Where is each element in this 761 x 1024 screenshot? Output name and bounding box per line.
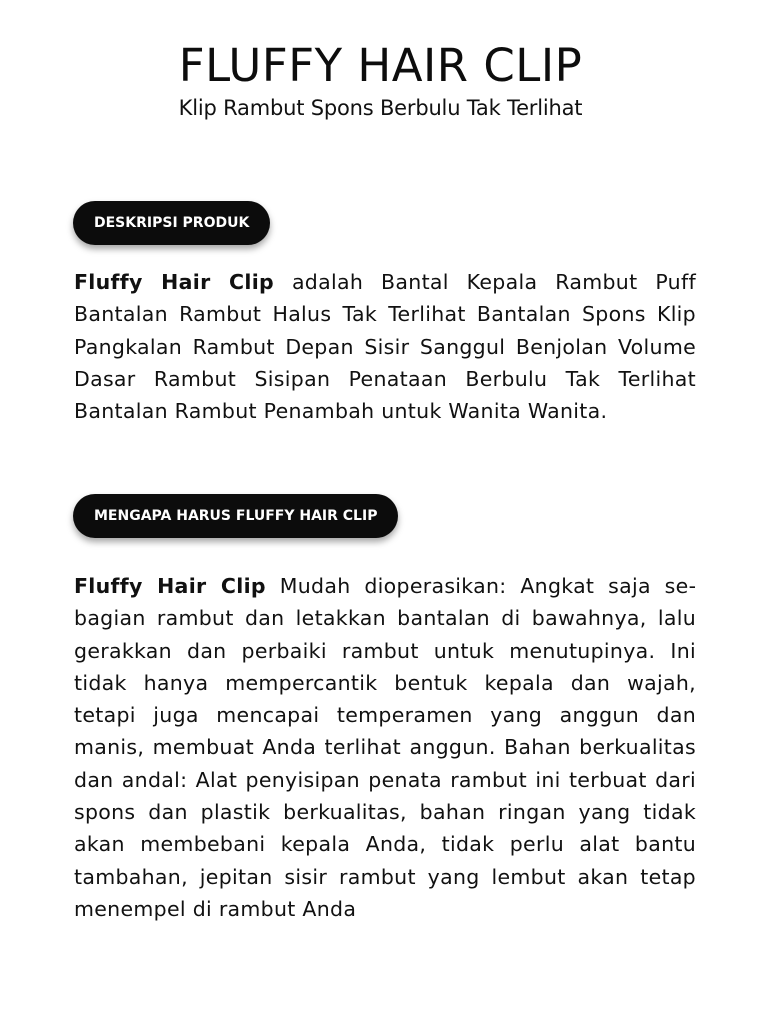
why-choose-text bbox=[74, 570, 696, 925]
page-subtitle: Klip Rambut Spons Berbulu Tak Terlihat bbox=[178, 96, 583, 120]
brand-name: Fluffy Hair Clip bbox=[74, 574, 266, 598]
page-title: FLUFFY HAIR CLIP bbox=[178, 39, 583, 92]
why-choose-body: Mudah dioperasikan: Angkat saja sebagian rambut dan letakkan bantalan di bawahnya, lalu gerakkan dan perbaiki rambut untuk menutupinya. Ini tidak hanya mempercantik bentuk kepala dan wajah, tetapi juga mencapai temperamen yang anggun dan manis, membuat Anda terlihat anggun. Bahan berkualitas dan andal: Alat penyisipan penata rambut ini terbuat dari spons dan plastik berkualitas, bahan ringan yang tidak akan membebani kepala Anda, tidak perlu alat bantu tambahan, jepitan sisir rambut yang lembut akan tetap menempel di rambut Anda bbox=[74, 574, 696, 921]
product-description-body: adalah Bantal Kepala Rambut Puff Bantalan Rambut Halus Tak Terlihat Bantalan Spons Klip Pangkalan Rambut Depan Sisir Sanggul Benjolan Volume Dasar Rambut Sisipan Penataan Berbulu Tak Terlihat Bantalan Rambut Penambah untuk Wanita Wanita. bbox=[74, 270, 696, 424]
section-label-product-description: DESKRIPSI PRODUK bbox=[73, 201, 270, 245]
brand-name: Fluffy Hair Clip bbox=[74, 270, 275, 294]
section-label-why-choose: MENGAPA HARUS FLUFFY HAIR CLIP bbox=[73, 494, 398, 538]
page-header bbox=[0, 38, 761, 122]
product-description-text bbox=[74, 266, 696, 427]
